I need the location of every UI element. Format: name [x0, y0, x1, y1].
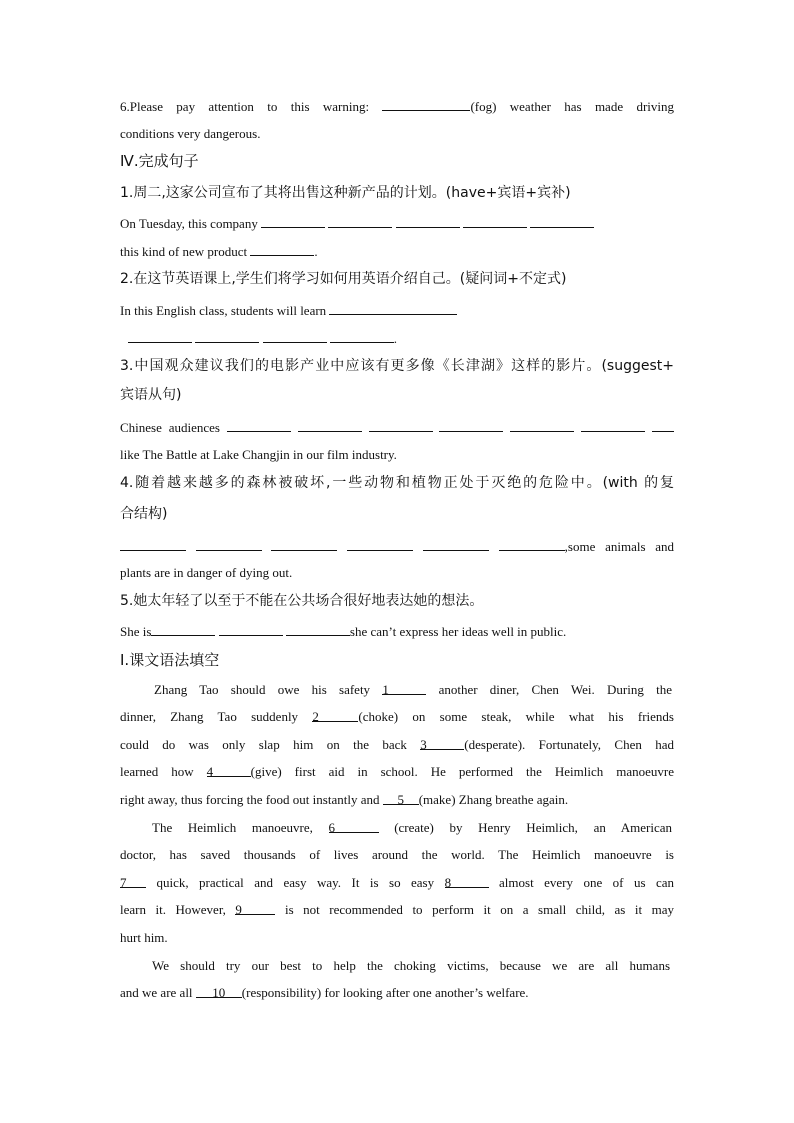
s4-q3-en-line1: Chinese audiences: [120, 418, 674, 437]
q6-text-a: 6.Please pay attention to this warning:: [120, 99, 370, 114]
blank[interactable]: [510, 418, 574, 432]
blank[interactable]: [439, 418, 503, 432]
s4-q4-chinese-2: 合结构): [120, 506, 168, 522]
q6-text-b: (fog) weather has made driving: [470, 99, 674, 114]
blank[interactable]: [530, 214, 594, 228]
blank[interactable]: [286, 622, 350, 636]
p2-line2: doctor, has saved thousands of lives around the world. The Heimlich manoeuvre is: [120, 847, 674, 862]
s4-q3-chinese-1: 3.中国观众建议我们的电影产业中应该有更多像《长津湖》这样的影片。(suggest+: [120, 358, 674, 374]
s4-q4-en-line2: plants are in danger of dying out.: [120, 565, 293, 580]
p3-line2: and we are all 10 (responsibility) for looking after one another’s welfare.: [120, 985, 529, 1000]
s4-q2-en-line2: .: [128, 329, 682, 348]
blank-9[interactable]: 9: [235, 901, 275, 915]
s4-q1-en-line2: this kind of new product .: [120, 244, 318, 259]
p1-line4: learned how 4 (give) first aid in school. He performed the Heimlich manoeuvre: [120, 764, 675, 779]
blank-7[interactable]: 7: [120, 874, 146, 888]
q6-line2: conditions very dangerous.: [120, 126, 261, 141]
p2-line3: 7 quick, practical and easy way. It is so easy 8 almost every one of us can: [120, 875, 675, 890]
blank[interactable]: [195, 329, 259, 343]
s4-q1-chinese: 1.周二,这家公司宣布了其将出售这种新产品的计划。(have+宾语+宾补): [120, 185, 571, 201]
blank[interactable]: [120, 537, 186, 551]
blank[interactable]: [263, 329, 327, 343]
blank-3[interactable]: 3: [420, 736, 464, 750]
s4-q3-en-line2: like The Battle at Lake Changjin in our film industry.: [120, 447, 397, 462]
p1-line3: could do was only slap him on the back 3 (desperate). Fortunately, Chen had: [120, 737, 674, 752]
section-iv-title: Ⅳ.完成句子: [120, 152, 199, 170]
blank[interactable]: [328, 214, 392, 228]
s4-q4-en-line1: ,some animals and: [120, 537, 674, 556]
blank[interactable]: [329, 301, 457, 315]
blank[interactable]: [271, 537, 337, 551]
blank-10[interactable]: 10: [196, 984, 242, 998]
blank[interactable]: [499, 537, 565, 551]
blank-4[interactable]: 4: [207, 763, 251, 777]
q6-line1: [120, 97, 674, 116]
blank-5[interactable]: 5: [383, 791, 419, 805]
p1-line2: dinner, Zhang Tao suddenly 2 (choke) on some steak, while what his friends: [120, 709, 674, 724]
p2-line4: learn it. However, 9 is not recommended to perform it on a small child, as it may: [120, 902, 675, 917]
blank[interactable]: [347, 537, 413, 551]
blank[interactable]: [261, 214, 325, 228]
p3-line1: We should try our best to help the choking victims, because we are all humans: [152, 958, 670, 973]
blank[interactable]: [128, 329, 192, 343]
blank-8[interactable]: 8: [445, 874, 489, 888]
p1-line5: right away, thus forcing the food out instantly and 5 (make) Zhang breathe again.: [120, 792, 569, 807]
blank[interactable]: [652, 418, 674, 432]
s4-q3-chinese-2: 宾语从句): [120, 387, 182, 403]
blank[interactable]: [463, 214, 527, 228]
blank-1[interactable]: 1: [382, 681, 426, 695]
blank[interactable]: [250, 242, 314, 256]
blank[interactable]: [219, 622, 283, 636]
blank[interactable]: [330, 329, 394, 343]
s4-q4-chinese-1: 4.随着越来越多的森林被破坏,一些动物和植物正处于灭绝的危险中。(with 的复: [120, 475, 674, 491]
blank[interactable]: [369, 418, 433, 432]
blank[interactable]: [298, 418, 362, 432]
p2-line5: hurt him.: [120, 930, 168, 945]
blank[interactable]: [196, 537, 262, 551]
blank-2[interactable]: 2: [312, 708, 358, 722]
blank-6[interactable]: 6: [329, 819, 379, 833]
blank[interactable]: [396, 214, 460, 228]
p1-line1: Zhang Tao should owe his safety 1 another diner, Chen Wei. During the: [154, 682, 672, 697]
s4-q1-en-line1: On Tuesday, this company: [120, 214, 674, 233]
s4-q5-en-line1: She is she can’t express her ideas well in public.: [120, 624, 567, 639]
s4-q2-chinese: 2.在这节英语课上,学生们将学习如何用英语介绍自己。(疑问词+不定式): [120, 271, 567, 287]
section-i-title: Ⅰ.课文语法填空: [120, 651, 220, 669]
q6-blank[interactable]: [382, 97, 470, 111]
p2-line1: The Heimlich manoeuvre, 6 (create) by Henry Heimlich, an American: [152, 820, 673, 835]
s4-q2-en-line1: In this English class, students will learn: [120, 301, 674, 320]
blank[interactable]: [151, 622, 215, 636]
blank[interactable]: [423, 537, 489, 551]
blank[interactable]: [581, 418, 645, 432]
s4-q5-chinese: 5.她太年轻了以至于不能在公共场合很好地表达她的想法。: [120, 593, 484, 609]
blank[interactable]: [227, 418, 291, 432]
